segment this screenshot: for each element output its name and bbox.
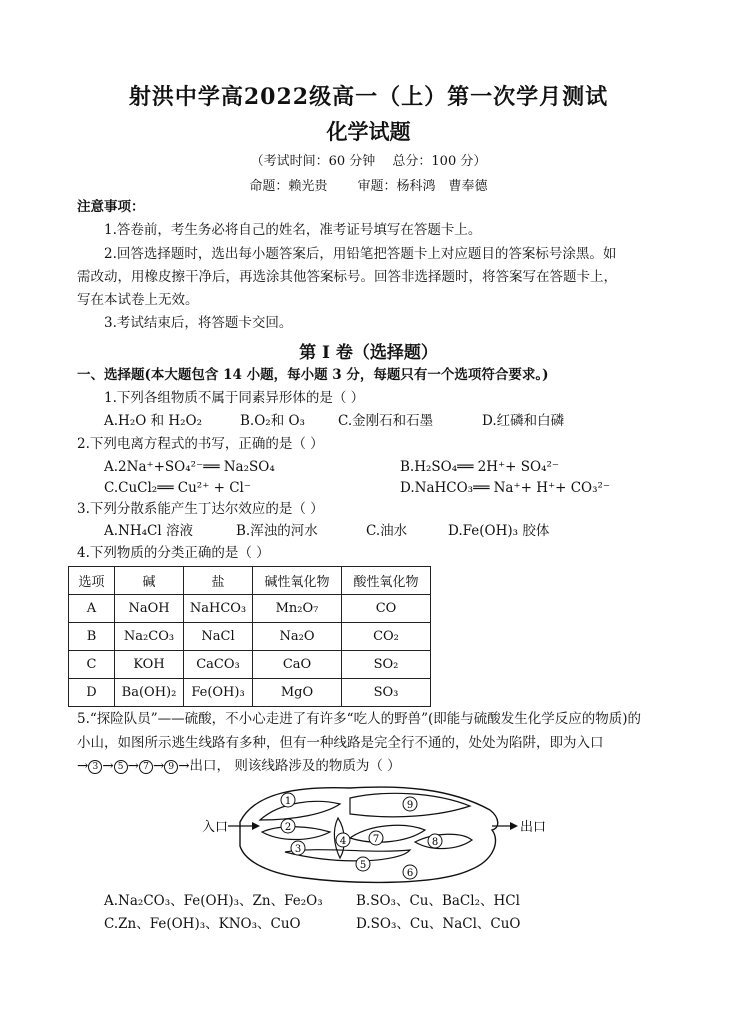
- node-label: 7: [372, 834, 380, 845]
- node-label: 1: [284, 796, 292, 807]
- table-header: 盐: [184, 567, 253, 595]
- table-row: [69, 651, 431, 679]
- node-label: 3: [294, 844, 302, 855]
- q2-option-b: B.H₂SO₄══ 2H⁺+ SO₄²⁻: [400, 459, 560, 475]
- q4-classification-table: [68, 566, 431, 707]
- table-header-row: [69, 567, 431, 595]
- q5-option-d: D.SO₃、Cu、NaCl、CuO: [356, 916, 521, 932]
- table-cell: NaCl: [184, 623, 253, 651]
- q5-stem-line1: 5.“探险队员”——硫酸，不小心走进了有许多“吃人的野兽”(即能与硫酸发生化学反应的物质)的: [77, 711, 642, 727]
- route-arrow: →: [127, 758, 139, 774]
- q4-stem: 4.下列物质的分类正确的是（ ）: [77, 545, 270, 561]
- entrance-label: 入口: [202, 820, 229, 835]
- node-label: 4: [339, 836, 347, 847]
- notice-item-3: 3.考试结束后，将答题卡交回。: [104, 315, 293, 331]
- route-num: 7: [139, 760, 153, 774]
- node-2: [281, 819, 295, 833]
- table-cell: A: [69, 595, 115, 623]
- obstacle-shape: [260, 801, 340, 820]
- table-cell: MgO: [253, 679, 342, 707]
- part1-heading: 第 I 卷（选择题）: [299, 343, 438, 363]
- table-cell: C: [69, 651, 115, 679]
- q5-option-a: A.Na₂CO₃、Fe(OH)₃、Zn、Fe₂O₃: [104, 893, 323, 909]
- exit-arrowhead: [510, 822, 518, 830]
- table-row: [69, 623, 431, 651]
- paper-subtitle: 化学试题: [326, 119, 411, 144]
- notice-item-2-cont: 需改动，用橡皮擦干净后，再选涂其他答案标号。回答非选择题时，将答案写在答题卡上，: [77, 269, 617, 285]
- table-row: [69, 595, 431, 623]
- exit-label: 出口: [520, 820, 547, 835]
- table-cell: Na₂CO₃: [115, 623, 184, 651]
- q5-route: [77, 757, 401, 776]
- q1-option-b: B.O₂和 O₃: [240, 413, 305, 429]
- table-header: 选项: [69, 567, 115, 595]
- node-1: [281, 793, 295, 807]
- node-label: 9: [406, 800, 414, 811]
- authors: 命题：赖光贵 审题：杨科鸿 曹奉德: [249, 179, 488, 194]
- node-label: 5: [359, 860, 367, 871]
- obstacle-shape: [350, 825, 425, 842]
- q2-option-a: A.2Na⁺+SO₄²⁻══ Na₂SO₄: [104, 459, 275, 475]
- section-heading: 一、选择题(本大题包含 14 小题，每小题 3 分，每题只有一个选项符合要求。): [77, 367, 549, 383]
- table-cell: NaOH: [115, 595, 184, 623]
- table-row: [69, 679, 431, 707]
- table-header: 碱性氧化物: [253, 567, 342, 595]
- table-cell: CO₂: [342, 623, 431, 651]
- obstacle-shape: [262, 827, 330, 840]
- table-cell: D: [69, 679, 115, 707]
- table-cell: CO: [342, 595, 431, 623]
- q2-stem: 2.下列电离方程式的书写，正确的是（ ）: [77, 436, 324, 452]
- table-header: 碱: [115, 567, 184, 595]
- route-num: 3: [88, 760, 102, 774]
- q5-option-b: B.SO₃、Cu、BaCl₂、HCl: [356, 893, 520, 909]
- node-label: 6: [406, 868, 414, 879]
- table-cell: Ba(OH)₂: [115, 679, 184, 707]
- node-5: [356, 857, 370, 871]
- q5-stem-line2: 小山，如图所示逃生线路有多种，但有一种线路是完全行不通的，处处为陷阱，即为入口: [77, 735, 604, 751]
- table-cell: Na₂O: [253, 623, 342, 651]
- q3-option-b: B.浑浊的河水: [236, 523, 318, 539]
- table-cell: KOH: [115, 651, 184, 679]
- table-header: 酸性氧化物: [342, 567, 431, 595]
- maze-figure: [200, 780, 547, 890]
- q3-option-c: C.油水: [366, 523, 408, 539]
- table-cell: SO₂: [342, 651, 431, 679]
- node-8: [428, 834, 442, 848]
- q1-stem: 1.下列各组物质不属于同素异形体的是（ ）: [104, 390, 365, 406]
- table-cell: Mn₂O₇: [253, 595, 342, 623]
- table-cell: SO₃: [342, 679, 431, 707]
- route-arrow: →: [102, 758, 114, 774]
- table-cell: NaHCO₃: [184, 595, 253, 623]
- q3-option-a: A.NH₄Cl 溶液: [104, 523, 193, 539]
- q3-option-d: D.Fe(OH)₃ 胶体: [448, 523, 550, 539]
- q3-stem: 3.下列分散系能产生丁达尔效应的是（ ）: [77, 501, 324, 517]
- q2-option-c: C.CuCl₂══ Cu²⁺ + Cl⁻: [104, 480, 251, 496]
- node-9: [403, 797, 417, 811]
- notice-heading: 注意事项：: [77, 199, 145, 215]
- route-num: 5: [114, 760, 128, 774]
- node-3: [291, 841, 305, 855]
- node-4: [336, 833, 350, 847]
- notice-item-2-end: 写在本试卷上无效。: [77, 292, 199, 308]
- q5-option-c: C.Zn、Fe(OH)₃、KNO₃、CuO: [104, 916, 301, 932]
- node-7: [369, 831, 383, 845]
- obstacle-shape: [415, 834, 472, 848]
- notice-item-2: 2.回答选择题时，选出每小题答案后，用铅笔把答题卡上对应题目的答案标号涂黑。如: [104, 246, 617, 262]
- table-cell: CaCO₃: [184, 651, 253, 679]
- node-label: 8: [431, 837, 439, 848]
- q2-option-d: D.NaHCO₃══ Na⁺+ H⁺+ CO₃²⁻: [400, 480, 611, 496]
- route-num: 9: [164, 760, 178, 774]
- entrance-arrowhead: [252, 822, 260, 830]
- node-6: [403, 865, 417, 879]
- route-suffix: →出口， 则该线路涉及的物质为（ ）: [178, 758, 401, 774]
- q1-option-a: A.H₂O 和 H₂O₂: [104, 413, 203, 429]
- exam-info: （考试时间：60 分钟 总分：100 分）: [250, 154, 487, 169]
- route-arrow: →: [152, 758, 165, 774]
- node-label: 2: [284, 822, 292, 833]
- q1-option-d: D.红磷和白磷: [482, 413, 565, 429]
- table-cell: Fe(OH)₃: [184, 679, 253, 707]
- q1-option-c: C.金刚石和石墨: [338, 413, 434, 429]
- table-cell: CaO: [253, 651, 342, 679]
- route-arrow: →: [77, 758, 89, 774]
- notice-item-1: 1.答卷前，考生务必将自己的姓名，准考证号填写在答题卡上。: [104, 222, 482, 238]
- table-cell: B: [69, 623, 115, 651]
- paper-title: 射洪中学高2022级高一（上）第一次学月测试: [128, 84, 609, 110]
